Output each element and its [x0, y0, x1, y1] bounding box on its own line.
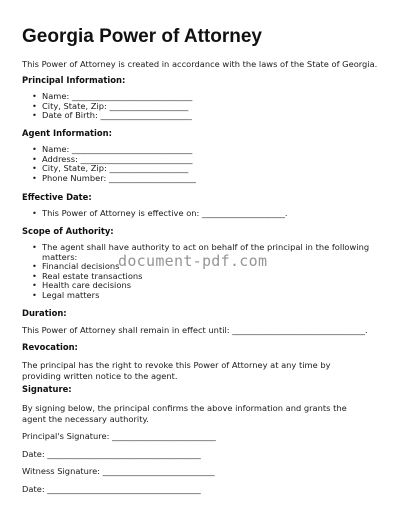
revocation-heading: Revocation: — [22, 342, 78, 352]
scope-item-financial: • Financial decisions — [22, 262, 372, 272]
witness-date-line: Date: _____________________________________ — [22, 484, 201, 494]
duration-text: This Power of Attorney shall remain in effect until: ________________________________. — [22, 325, 368, 335]
effective-heading: Effective Date: — [22, 192, 92, 202]
principal-date-line: Date: _____________________________________ — [22, 449, 201, 459]
scope-item-legal: • Legal matters — [22, 291, 372, 301]
scope-item-health-care: • Health care decisions — [22, 281, 372, 291]
scope-intro-item: • The agent shall have authority to act on behalf of the principal in the following matters: — [22, 243, 372, 262]
revocation-text: The principal has the right to revoke this Power of Attorney at any time by providing written notice to the agent. — [22, 360, 331, 381]
witness-signature-line: Witness Signature: ___________________________ — [22, 466, 215, 476]
signature-text: By signing below, the principal confirms the above information and grants the agent the necessary authority. — [22, 403, 347, 424]
effective-date-field: • This Power of Attorney is effective on: ____________________. — [22, 209, 288, 219]
scope-heading: Scope of Authority: — [22, 226, 114, 236]
agent-fields — [22, 145, 196, 183]
scope-item-real-estate: • Real estate transactions — [22, 272, 372, 282]
agent-heading: Agent Information: — [22, 128, 112, 138]
agent-city-field: • City, State, Zip: ___________________ — [22, 164, 196, 174]
effective-fields — [22, 209, 288, 219]
principal-signature-line: Principal's Signature: _________________________ — [22, 431, 216, 441]
agent-phone-field: • Phone Number: _____________________ — [22, 174, 196, 184]
principal-city-field: • City, State, Zip: ___________________ — [22, 102, 192, 112]
principal-name-field: • Name: _____________________________ — [22, 92, 192, 102]
agent-address-field: • Address: ___________________________ — [22, 155, 196, 165]
intro-text: This Power of Attorney is created in accordance with the laws of the State of Georgia. — [22, 59, 378, 69]
document-title: Georgia Power of Attorney — [22, 26, 262, 47]
watermark: document-pdf.com — [118, 252, 268, 270]
signature-heading: Signature: — [22, 384, 72, 394]
principal-fields — [22, 92, 192, 121]
principal-heading: Principal Information: — [22, 75, 126, 85]
agent-name-field: • Name: _____________________________ — [22, 145, 196, 155]
duration-heading: Duration: — [22, 308, 67, 318]
principal-dob-field: • Date of Birth: ______________________ — [22, 111, 192, 121]
